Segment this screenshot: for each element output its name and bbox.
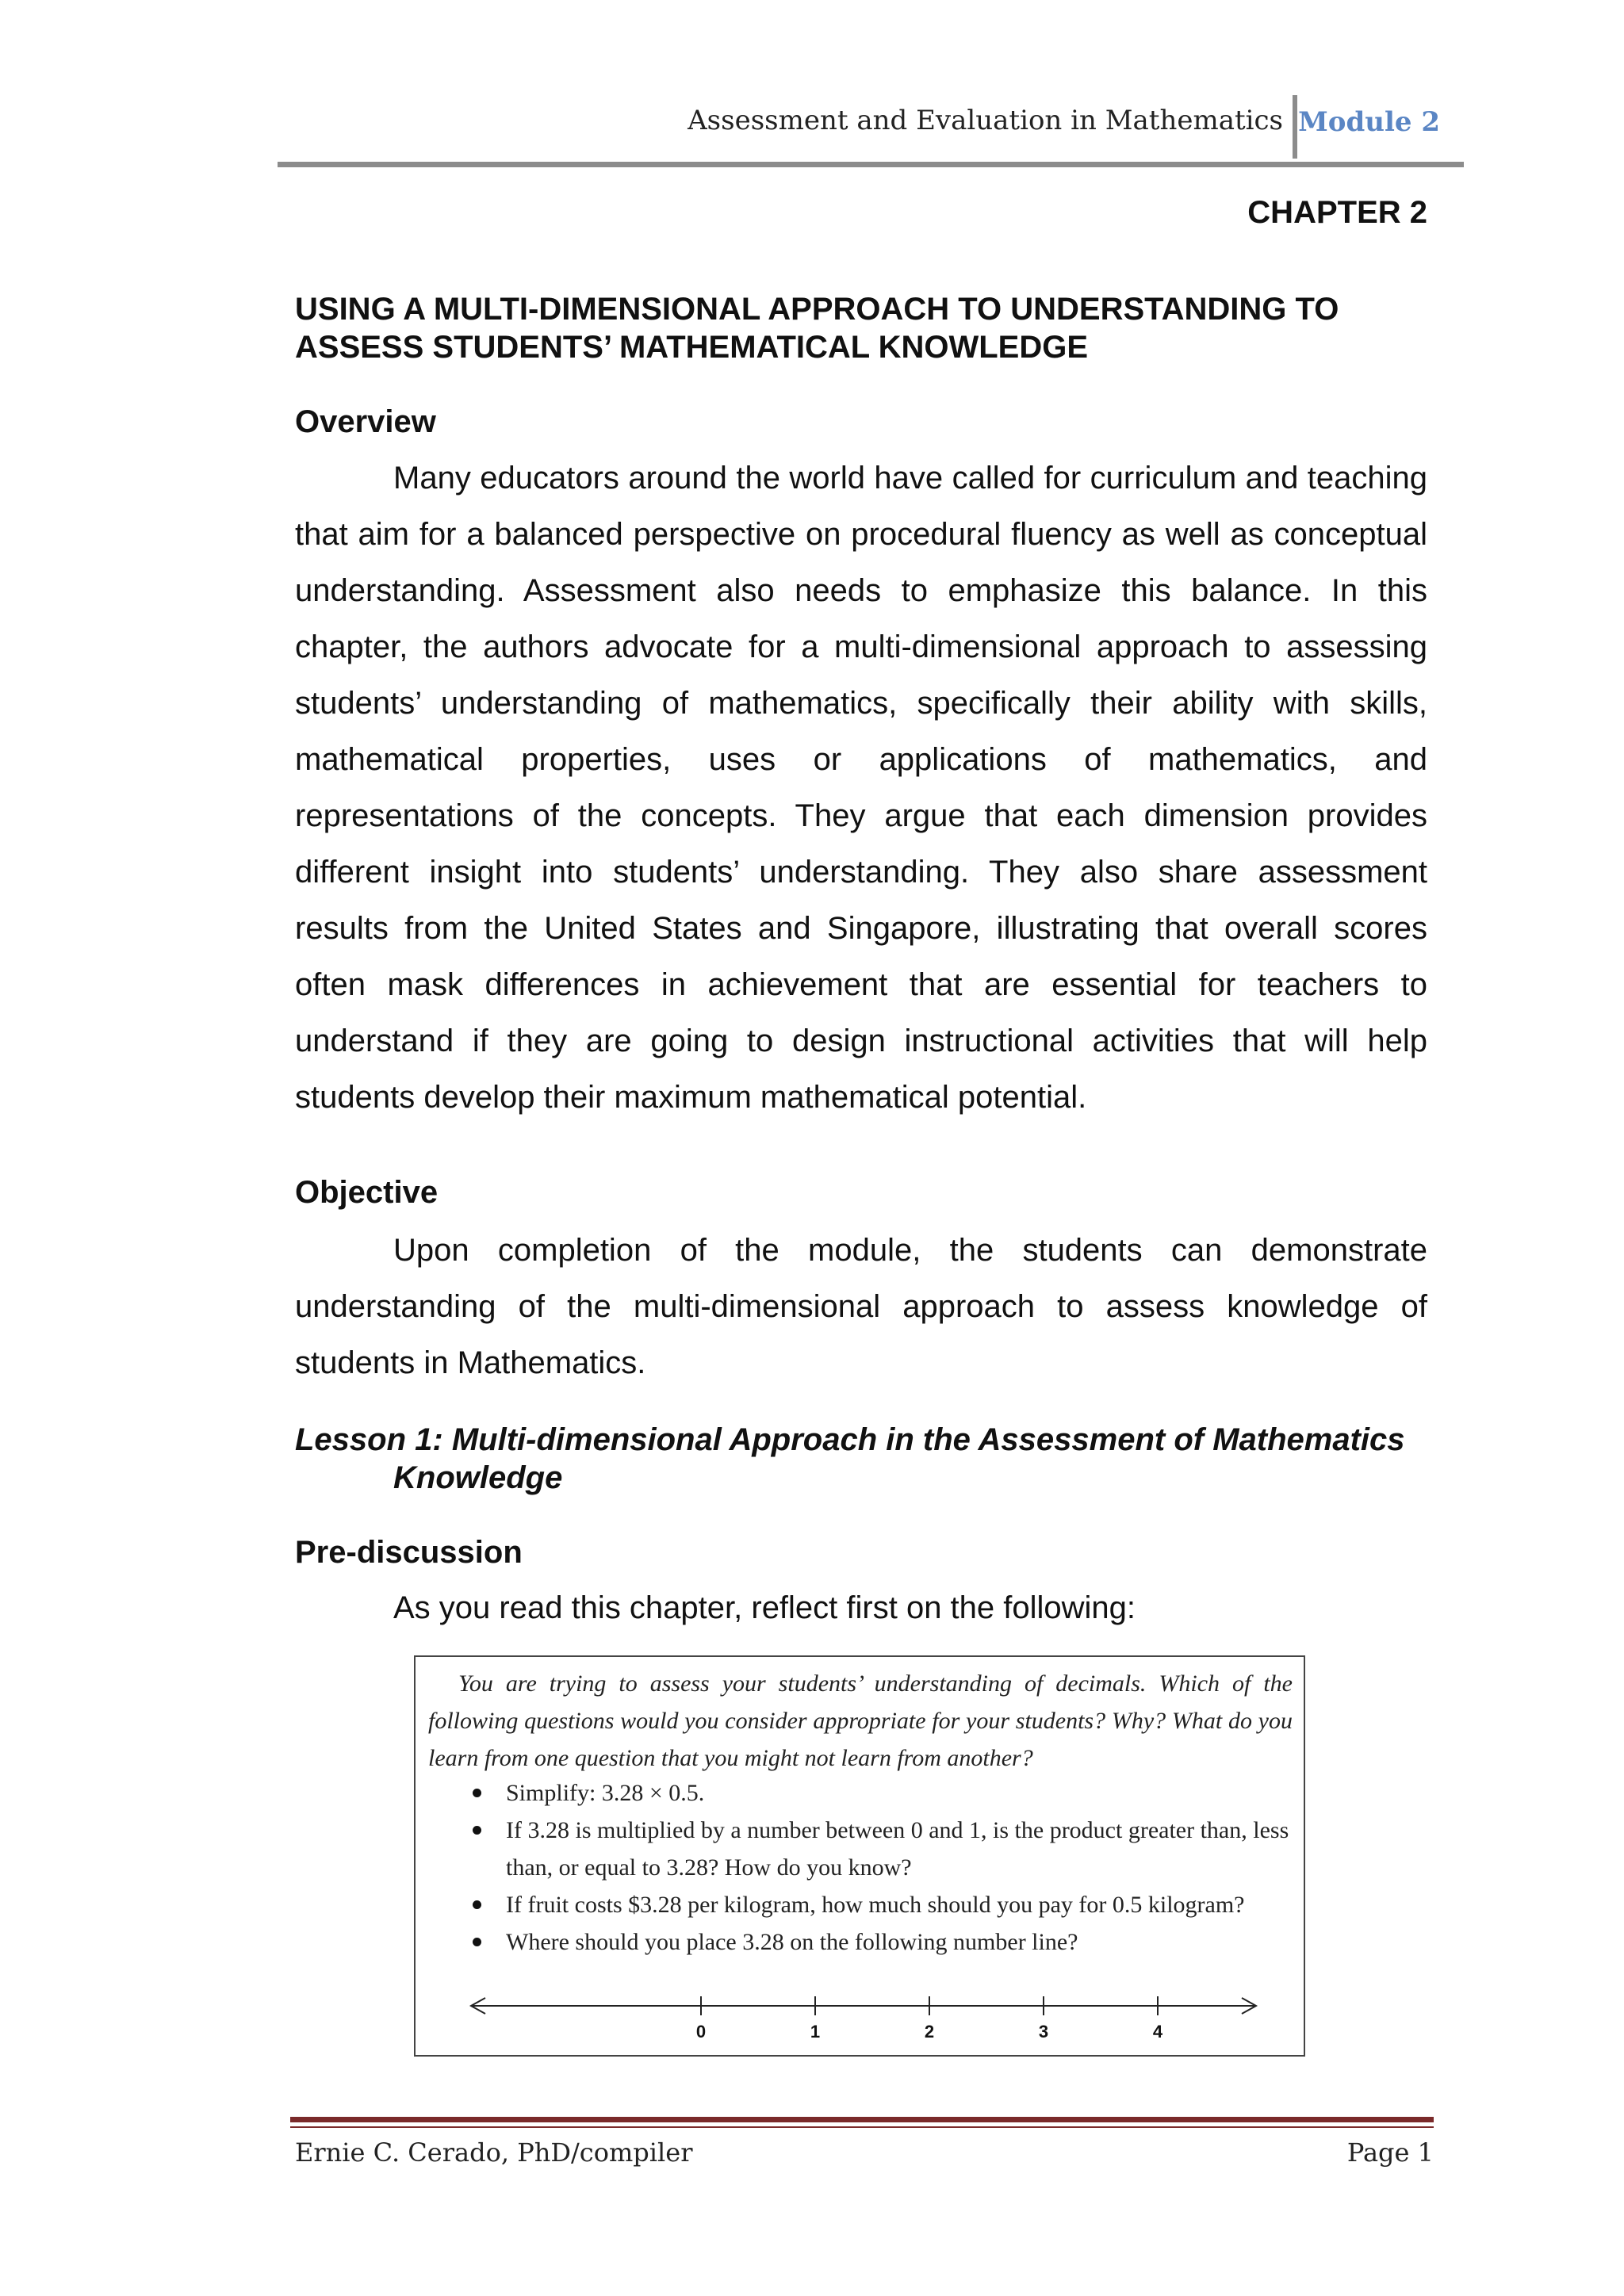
chapter-title: USING A MULTI-DIMENSIONAL APPROACH TO UNDERSTANDING TO ASSESS STUDENTS’ MATHEMATICAL KNOWLEDGE (295, 292, 1339, 365)
bullet-icon (473, 1938, 481, 1946)
reflection-question-box (414, 1655, 1305, 2057)
number-line (439, 1982, 1288, 2045)
objective-paragraph: Upon completion of the module, the students can demonstrate understanding of the multi-dimensional approach to assess knowledge of students in Mathematics. (295, 1233, 1427, 1380)
number-line-ticks (696, 1996, 1163, 2042)
objective-heading: Objective (295, 1175, 439, 1210)
list-item: Where should you place 3.28 on the following number line? (431, 1923, 1296, 1961)
bullet-icon (473, 1900, 481, 1909)
prediscussion-text: As you read this chapter, reflect first on the following: (393, 1590, 1136, 1625)
footer-rule-thin (290, 2126, 1434, 2128)
number-line-tick-label: 0 (695, 2022, 707, 2042)
number-line-tick-label: 3 (1038, 2022, 1049, 2042)
number-line-tick-label: 1 (810, 2022, 821, 2042)
list-item: Simplify: 3.28 × 0.5. (431, 1774, 1296, 1812)
header-separator (1293, 95, 1297, 159)
header-module-label: Module 2 (1298, 106, 1440, 138)
chapter-label: CHAPTER 2 (1247, 195, 1427, 230)
number-line-tick-label: 2 (924, 2022, 935, 2042)
number-line-tick-label: 4 (1152, 2022, 1163, 2042)
footer-author: Ernie C. Cerado, PhD/compiler (295, 2137, 693, 2168)
bullet-icon (473, 1826, 481, 1835)
prediscussion-heading: Pre-discussion (295, 1535, 523, 1570)
footer-page-number: Page 1 (1346, 2137, 1434, 2168)
list-item: If 3.28 is multiplied by a number between 0 and 1, is the product greater than, less than, or equal to 3.28? How do you know? (431, 1812, 1296, 1886)
footer-rule (290, 2117, 1434, 2122)
overview-paragraph: Many educators around the world have called for curriculum and teaching that aim for a balanced perspective on procedural fluency as well as conceptual understanding. Assessment also needs to emphasize this balance. In this chapter, the authors advocate for a multi-dimensional approach to assessing students’ understanding of mathematics, specifically their ability with skills, mathematical properties, uses or applications of mathematics, and representations of the concepts. They argue that each dimension provides different insight into students’ understanding. They also share assessment results from the United States and Singapore, illustrating that overall scores often mask differences in achievement that are essential for teachers to understand if they are going to design instructional activities that will help students develop their maximum mathematical potential. (295, 461, 1427, 1115)
page-header (278, 94, 1464, 167)
number-line-svg (439, 1982, 1288, 2045)
lesson-title: Lesson 1: Multi-dimensional Approach in the Assessment of Mathematics Knowledge (295, 1422, 1405, 1495)
overview-heading: Overview (295, 404, 436, 439)
list-item: If fruit costs $3.28 per kilogram, how much should you pay for 0.5 kilogram? (431, 1886, 1296, 1923)
question-list (431, 1774, 1296, 1961)
box-intro-text: You are trying to assess your students’ understanding of decimals. Which of the following questions would you consider appropriate for your students? Why? What do you learn from one question that you might not learn from another? (428, 1670, 1293, 1771)
bullet-icon (473, 1789, 481, 1797)
header-title: Assessment and Evaluation in Mathematics (688, 105, 1283, 136)
